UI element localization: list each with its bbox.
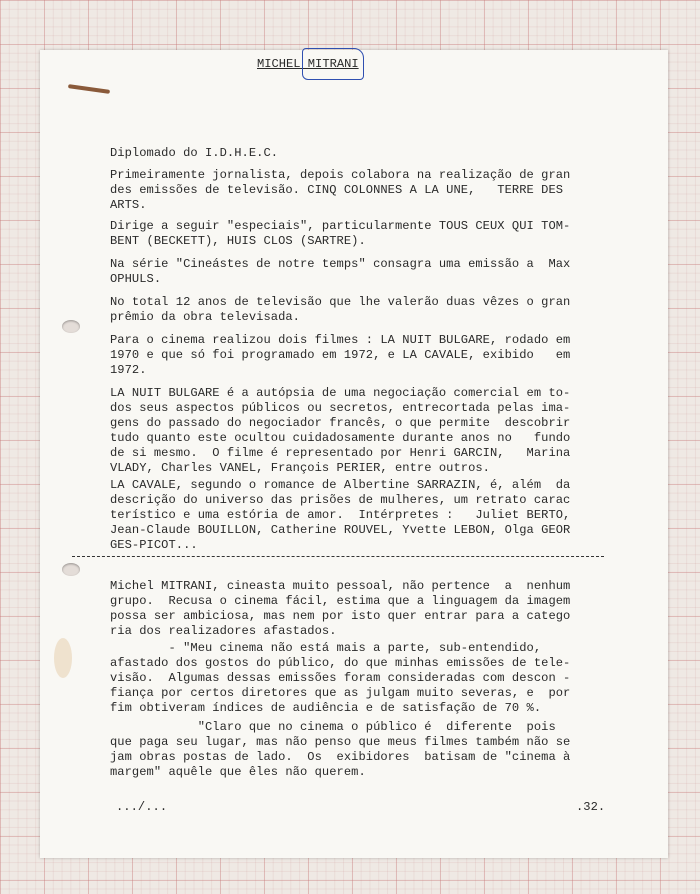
dashed-divider <box>72 556 604 557</box>
punch-hole-bottom <box>62 563 80 576</box>
punch-hole-top <box>62 320 80 333</box>
paragraph-specials: Dirige a seguir "especiais", particularmente TOUS CEUX QUI TOM- BENT (BECKETT), HUIS CLOS (SARTRE). <box>110 219 571 248</box>
page-number: .32. <box>576 800 606 814</box>
paragraph-nuit-bulgare: LA NUIT BULGARE é a autópsia de uma negociação comercial em to- dos seus aspectos públicos ou secretos, entrecortada pelas ima- gens do passado do negociador francês, o que permite descobrir tudo quanto este ocultou cuidadosamente durante anos no fundo de si mesmo. O filme é representado por Henri GARCIN, Marina VLADY, Charles VANEL, François PERIER, entre outros. <box>110 386 571 475</box>
paragraph-series: Na série "Cineástes de notre temps" consagra uma emissão a Max OPHULS. <box>110 257 571 286</box>
paragraph-personal-filmmaker: Michel MITRANI, cineasta muito pessoal, não pertence a nenhum grupo. Recusa o cinema fácil, estima que a linguagem da imagem possa ser ambiciosa, mas nem por isto quer entrar para a catego ria dos realizadores afastados. <box>110 579 571 638</box>
paragraph-la-cavale: LA CAVALE, segundo o romance de Albertine SARRAZIN, é, além da descrição do universo das prisões de mulheres, um retrato carac terístico e uma estória de amor. Intérpretes : Juliet BERTO, Jean-Claude BOUILLON, Catherine ROUVEL, Yvette LEBON, Olga GEOR GES-PICOT... <box>110 478 571 552</box>
paragraph-diploma: Diplomado do I.D.H.E.C. <box>110 146 279 160</box>
paragraph-television-total: No total 12 anos de televisão que lhe valerão duas vêzes o gran prêmio da obra televisada. <box>110 295 571 324</box>
pen-annotation-box <box>302 48 364 80</box>
staple <box>68 84 110 94</box>
document-title: MICHEL MITRANI <box>257 57 359 71</box>
quote-my-cinema: - "Meu cinema não está mais a parte, sub-entendido, afastado dos gostos do público, do que minhas emissões de tele- visão. Algumas dessas emissões foram consideradas com descon - fiança por certos diretores que as julgam muito severas, e por fim obtiveram índices de audiência e de satisfação de 70 %. <box>110 641 571 715</box>
paper-stain <box>54 638 72 678</box>
paragraph-journalism: Primeiramente jornalista, depois colabora na realização de gran des emissões de televisão. CINQ COLONNES A LA UNE, TERRE DES ARTS. <box>110 168 571 212</box>
quote-public: "Claro que no cinema o público é diferente pois que paga seu lugar, mas não penso que meus filmes também não se jam obras postas de lado. Os exibidores batisam de "cinema à margem" aquêle que êles não querem. <box>110 720 571 779</box>
footer-continuation: .../... <box>116 800 168 814</box>
paragraph-films: Para o cinema realizou dois filmes : LA NUIT BULGARE, rodado em 1970 e que só foi programado em 1972, e LA CAVALE, exibido em 1972. <box>110 333 571 377</box>
